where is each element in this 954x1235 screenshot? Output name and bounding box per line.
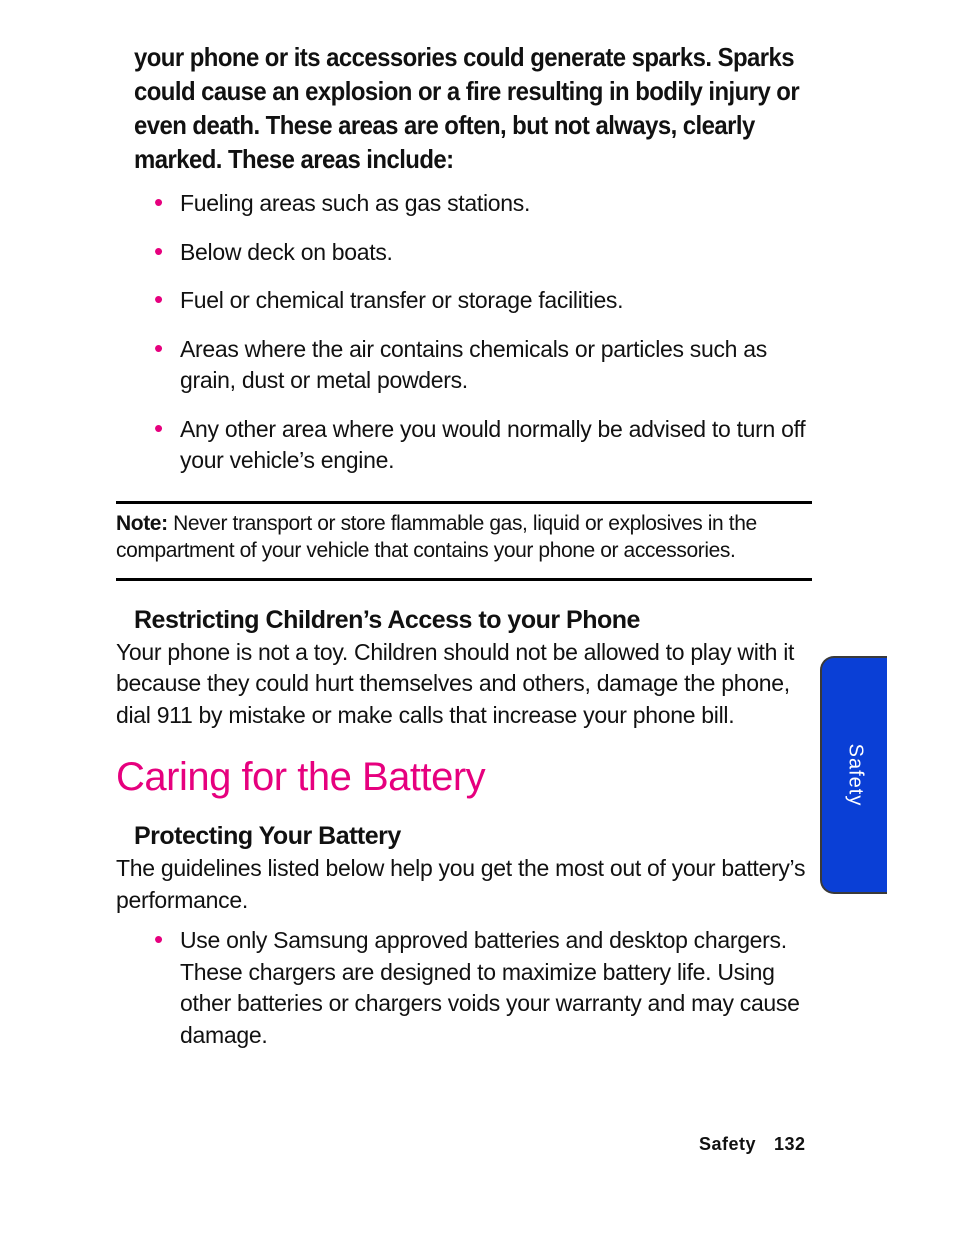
note-label: Note: <box>116 511 168 535</box>
list-item-text: Below deck on boats. <box>180 238 393 265</box>
bullet-icon: • <box>154 284 163 314</box>
list-item-text: Any other area where you would normally be advised to turn off your vehicle’s engine. <box>180 415 806 473</box>
list-item <box>116 925 816 1051</box>
children-access-body: Your phone is not a toy. Children should not be allowed to play with it because they could hurt themselves and others, damage the phone, dial 911 by mistake or make calls that increase your phone bill. <box>116 638 795 728</box>
protecting-battery-heading: Protecting Your Battery <box>134 822 401 850</box>
warning-paragraph: your phone or its accessories could generate sparks. Sparks could cause an explosion or a fire resulting in bodily injury or even death. These areas are often, but not always, clearly marked. These areas include: <box>134 42 800 174</box>
children-access-heading: Restricting Children’s Access to your Phone <box>134 605 640 634</box>
list-item <box>116 285 816 317</box>
list-item <box>116 334 816 397</box>
bullet-icon: • <box>154 332 163 363</box>
list-item-text: Fueling areas such as gas stations. <box>180 190 531 216</box>
list-item <box>116 188 816 220</box>
list-item-text: Fuel or chemical transfer or storage facilities. <box>180 287 624 313</box>
side-tab-label: Safety <box>844 743 866 807</box>
safety-side-tab[interactable] <box>820 656 887 894</box>
hazard-area-list <box>116 188 816 477</box>
page-number: 132 <box>774 1134 806 1154</box>
battery-section-title: Caring for the Battery <box>116 755 486 799</box>
battery-guideline-list <box>116 925 816 1051</box>
page-footer <box>699 1134 806 1155</box>
bullet-icon: • <box>154 412 163 443</box>
bullet-icon: • <box>154 924 163 954</box>
list-item <box>116 237 816 269</box>
list-item-text: Use only Samsung approved batteries and desktop chargers. These chargers are designed to maximize battery life. Using other batteries or chargers voids your warranty and may cause damage. <box>180 927 800 1048</box>
note-text-block <box>116 510 812 564</box>
note-body: Never transport or store flammable gas, liquid or explosives in the compartment of your vehicle that contains your phone or accessories. <box>116 511 757 562</box>
bullet-icon: • <box>154 235 163 266</box>
battery-intro: The guidelines listed below help you get the most out of your battery’s performance. <box>116 855 806 913</box>
list-item-text: Areas where the air contains chemicals or particles such as grain, dust or metal powders. <box>180 335 767 393</box>
note-box <box>116 501 812 581</box>
page-content <box>116 40 816 1068</box>
bullet-icon: • <box>154 187 163 217</box>
list-item <box>116 414 816 477</box>
footer-section-name: Safety <box>699 1134 757 1154</box>
